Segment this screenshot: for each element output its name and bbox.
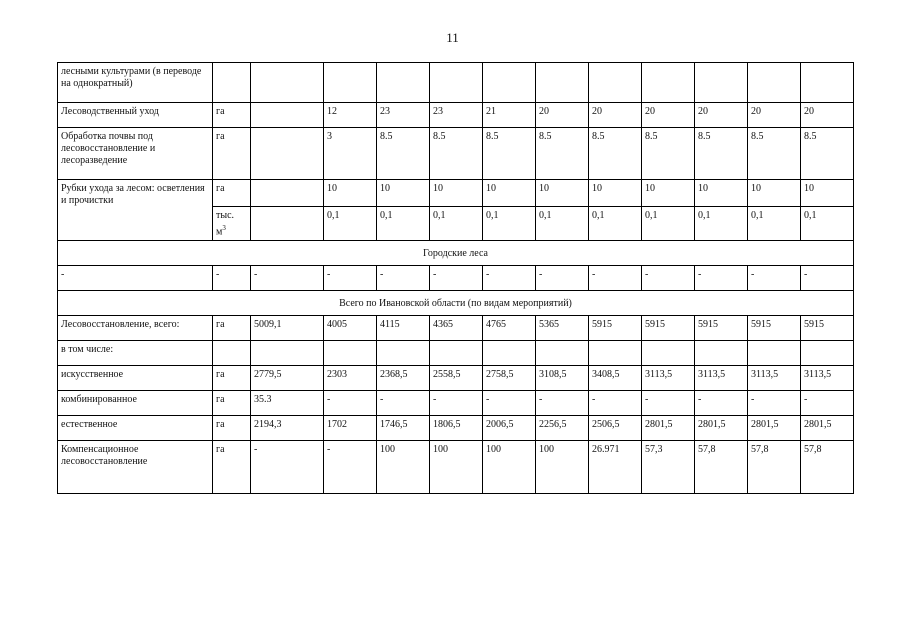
value-cell: [324, 341, 377, 366]
unit-cell: га: [213, 441, 251, 494]
value-cell: 2801,5: [695, 416, 748, 441]
value-cell: 3108,5: [536, 366, 589, 391]
row-label: Компенсационное лесовосстановление: [58, 441, 213, 494]
value-cell: 57,8: [801, 441, 854, 494]
value-cell: -: [748, 266, 801, 291]
value-cell: -: [483, 266, 536, 291]
value-cell: 4365: [430, 316, 483, 341]
value-cell: [430, 63, 483, 103]
value-cell: [251, 341, 324, 366]
value-cell: [251, 63, 324, 103]
value-cell: 0,1: [377, 207, 430, 241]
value-cell: 8.5: [695, 128, 748, 180]
value-cell: 4765: [483, 316, 536, 341]
table-row: [58, 103, 854, 128]
table-row: [58, 341, 854, 366]
value-cell: 0,1: [748, 207, 801, 241]
value-cell: -: [536, 266, 589, 291]
value-cell: 21: [483, 103, 536, 128]
value-cell: 8.5: [536, 128, 589, 180]
value-cell: 100: [536, 441, 589, 494]
value-cell: 10: [695, 180, 748, 207]
value-cell: 2194,3: [251, 416, 324, 441]
value-cell: 2801,5: [801, 416, 854, 441]
value-cell: -: [536, 391, 589, 416]
value-cell: [589, 63, 642, 103]
value-cell: [695, 341, 748, 366]
value-cell: 1746,5: [377, 416, 430, 441]
value-cell: 0,1: [695, 207, 748, 241]
section-title: Всего по Ивановской области (по видам мероприятий): [58, 291, 854, 316]
value-cell: 20: [801, 103, 854, 128]
value-cell: -: [642, 391, 695, 416]
value-cell: -: [324, 266, 377, 291]
value-cell: -: [748, 391, 801, 416]
forestry-table: [57, 62, 854, 494]
value-cell: [430, 341, 483, 366]
value-cell: 1702: [324, 416, 377, 441]
value-cell: -: [251, 266, 324, 291]
row-label: Обработка почвы под лесовосстановление и лесоразведение: [58, 128, 213, 180]
table-row: [58, 366, 854, 391]
value-cell: [377, 341, 430, 366]
value-cell: [748, 341, 801, 366]
value-cell: [642, 63, 695, 103]
page-number: 11: [446, 30, 459, 45]
value-cell: 3113,5: [695, 366, 748, 391]
value-cell: -: [695, 266, 748, 291]
value-cell: 5365: [536, 316, 589, 341]
value-cell: [251, 128, 324, 180]
value-cell: -: [324, 441, 377, 494]
value-cell: 5915: [695, 316, 748, 341]
value-cell: -: [801, 391, 854, 416]
value-cell: 100: [377, 441, 430, 494]
value-cell: -: [324, 391, 377, 416]
value-cell: 10: [589, 180, 642, 207]
value-cell: [589, 341, 642, 366]
value-cell: 2256,5: [536, 416, 589, 441]
value-cell: 2006,5: [483, 416, 536, 441]
value-cell: [748, 63, 801, 103]
value-cell: 5915: [748, 316, 801, 341]
value-cell: -: [642, 266, 695, 291]
value-cell: 3408,5: [589, 366, 642, 391]
value-cell: 3: [324, 128, 377, 180]
unit-cell: га: [213, 103, 251, 128]
row-label: комбинированное: [58, 391, 213, 416]
value-cell: 8.5: [377, 128, 430, 180]
value-cell: 20: [642, 103, 695, 128]
value-cell: 5915: [642, 316, 695, 341]
row-label: -: [58, 266, 213, 291]
value-cell: 8.5: [748, 128, 801, 180]
row-label: Рубки ухода за лесом: осветления и прочистки: [58, 180, 213, 241]
value-cell: -: [251, 441, 324, 494]
value-cell: 20: [695, 103, 748, 128]
value-cell: [251, 103, 324, 128]
value-cell: 26.971: [589, 441, 642, 494]
value-cell: 8.5: [801, 128, 854, 180]
value-cell: 10: [377, 180, 430, 207]
value-cell: -: [377, 391, 430, 416]
value-cell: -: [589, 266, 642, 291]
section-title: Городские леса: [58, 241, 854, 266]
value-cell: -: [483, 391, 536, 416]
value-cell: [251, 180, 324, 207]
table-row: [58, 63, 854, 103]
value-cell: 2779,5: [251, 366, 324, 391]
value-cell: 2368,5: [377, 366, 430, 391]
value-cell: 0,1: [642, 207, 695, 241]
value-cell: 2758,5: [483, 366, 536, 391]
value-cell: 2506,5: [589, 416, 642, 441]
row-label: искусственное: [58, 366, 213, 391]
table-row: [58, 180, 854, 207]
value-cell: -: [430, 266, 483, 291]
value-cell: 5915: [801, 316, 854, 341]
value-cell: 20: [589, 103, 642, 128]
section-row: [58, 241, 854, 266]
row-label: в том числе:: [58, 341, 213, 366]
value-cell: 10: [324, 180, 377, 207]
value-cell: 10: [748, 180, 801, 207]
value-cell: -: [589, 391, 642, 416]
table-row: [58, 316, 854, 341]
value-cell: 1806,5: [430, 416, 483, 441]
value-cell: [251, 207, 324, 241]
table-row: [58, 416, 854, 441]
table-row: [58, 266, 854, 291]
value-cell: -: [377, 266, 430, 291]
value-cell: 2558,5: [430, 366, 483, 391]
value-cell: 3113,5: [748, 366, 801, 391]
value-cell: 3113,5: [642, 366, 695, 391]
unit-cell: -: [213, 266, 251, 291]
value-cell: [377, 63, 430, 103]
value-cell: 2303: [324, 366, 377, 391]
row-label: Лесовосстановление, всего:: [58, 316, 213, 341]
value-cell: 100: [430, 441, 483, 494]
section-row: [58, 291, 854, 316]
value-cell: [801, 63, 854, 103]
table-row: [58, 128, 854, 180]
value-cell: 57,8: [748, 441, 801, 494]
unit-cell: [213, 63, 251, 103]
unit-cell: га: [213, 366, 251, 391]
value-cell: 2801,5: [748, 416, 801, 441]
value-cell: 4115: [377, 316, 430, 341]
value-cell: [324, 63, 377, 103]
value-cell: 57,3: [642, 441, 695, 494]
value-cell: [695, 63, 748, 103]
value-cell: 35.3: [251, 391, 324, 416]
value-cell: 10: [483, 180, 536, 207]
value-cell: 2801,5: [642, 416, 695, 441]
unit-cell: га: [213, 128, 251, 180]
value-cell: 8.5: [430, 128, 483, 180]
value-cell: [483, 341, 536, 366]
value-cell: 23: [377, 103, 430, 128]
value-cell: 4005: [324, 316, 377, 341]
value-cell: 5009,1: [251, 316, 324, 341]
table-row: [58, 441, 854, 494]
unit-cell: га: [213, 180, 251, 207]
value-cell: 100: [483, 441, 536, 494]
value-cell: 5915: [589, 316, 642, 341]
value-cell: 0,1: [589, 207, 642, 241]
value-cell: 0,1: [536, 207, 589, 241]
value-cell: -: [695, 391, 748, 416]
value-cell: 0,1: [324, 207, 377, 241]
value-cell: 0,1: [801, 207, 854, 241]
value-cell: 10: [642, 180, 695, 207]
unit-cell: [213, 341, 251, 366]
row-label: Лесоводственный уход: [58, 103, 213, 128]
value-cell: 10: [536, 180, 589, 207]
unit-cell: тыс. $м^3$: [213, 207, 251, 241]
row-label: естественное: [58, 416, 213, 441]
value-cell: 8.5: [642, 128, 695, 180]
unit-cell: га: [213, 316, 251, 341]
unit-cell: га: [213, 391, 251, 416]
value-cell: -: [430, 391, 483, 416]
value-cell: [483, 63, 536, 103]
table-row: [58, 391, 854, 416]
value-cell: 57,8: [695, 441, 748, 494]
value-cell: 10: [430, 180, 483, 207]
value-cell: 23: [430, 103, 483, 128]
value-cell: 20: [748, 103, 801, 128]
value-cell: [801, 341, 854, 366]
value-cell: 12: [324, 103, 377, 128]
value-cell: -: [801, 266, 854, 291]
value-cell: 0,1: [430, 207, 483, 241]
value-cell: 20: [536, 103, 589, 128]
row-label: лесными культурами (в переводе на однократный): [58, 63, 213, 103]
unit-cell: га: [213, 416, 251, 441]
value-cell: 0,1: [483, 207, 536, 241]
value-cell: [536, 63, 589, 103]
value-cell: 8.5: [589, 128, 642, 180]
value-cell: [642, 341, 695, 366]
value-cell: 8.5: [483, 128, 536, 180]
value-cell: [536, 341, 589, 366]
value-cell: 10: [801, 180, 854, 207]
value-cell: 3113,5: [801, 366, 854, 391]
